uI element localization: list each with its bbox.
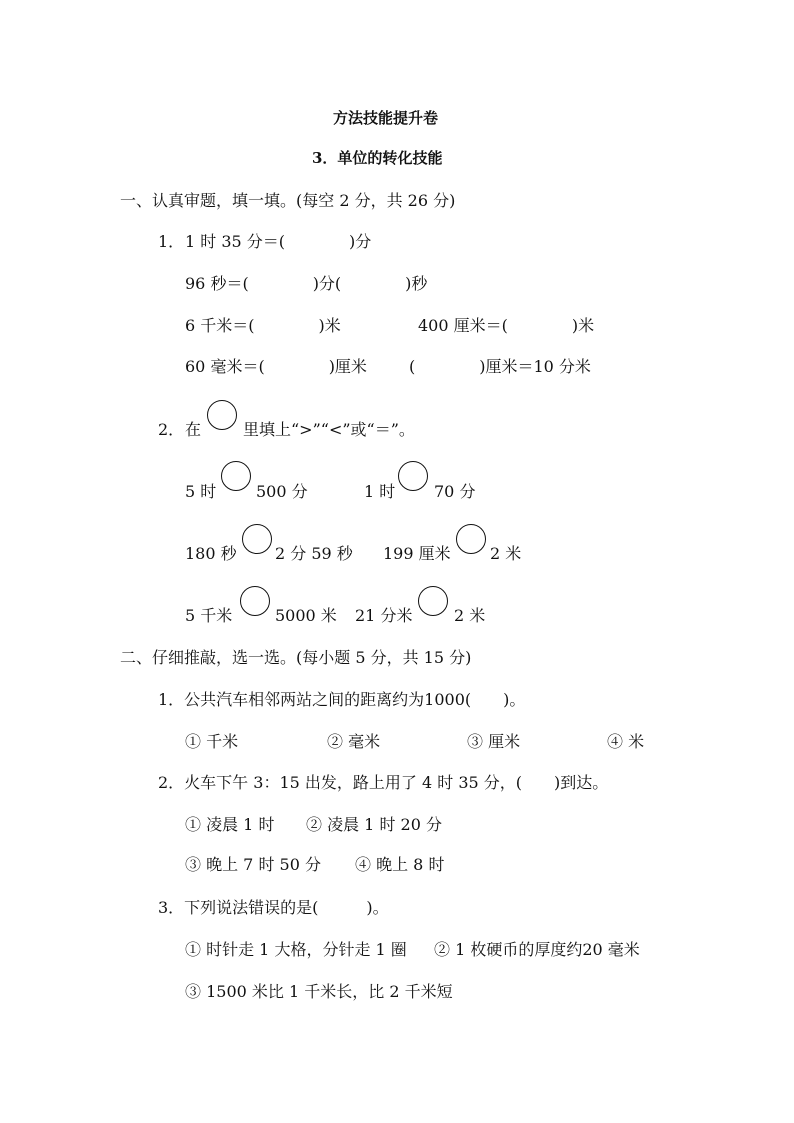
compare-left: 180 秒	[185, 544, 237, 563]
compare-right: 2 米	[490, 544, 522, 563]
option[interactable]: ③ 厘米	[467, 732, 521, 751]
compare-left: 21 分米	[355, 606, 413, 625]
q1-line3b: 400 厘米＝( )米	[418, 316, 595, 335]
option[interactable]: ② 毫米	[327, 732, 381, 751]
s2-q2-stem: 2．火车下午 3：15 出发，路上用了 4 时 35 分，( )到达。	[158, 773, 609, 792]
option[interactable]: ① 时针走 1 大格，分针走 1 圈	[185, 940, 407, 959]
q2-suffix: 里填上“>”“<”或“＝”。	[243, 420, 415, 439]
q1-line4b: ( )厘米＝10 分米	[409, 357, 591, 376]
option[interactable]: ③ 1500 米比 1 千米长，比 2 千米短	[185, 982, 453, 1001]
compare-circle-input[interactable]	[242, 524, 272, 554]
s2-q3-stem: 3．下列说法错误的是( )。	[158, 898, 389, 917]
q1-line3a: 6 千米＝( )米	[185, 316, 341, 335]
compare-circle-input[interactable]	[398, 461, 428, 491]
compare-left: 199 厘米	[383, 544, 451, 563]
compare-circle-input[interactable]	[418, 586, 448, 616]
option[interactable]: ③ 晚上 7 时 50 分	[185, 855, 321, 874]
section-1-heading: 一、认真审题，填一填。(每空 2 分，共 26 分)	[120, 191, 456, 210]
compare-right: 5000 米	[275, 606, 337, 625]
compare-right: 2 米	[454, 606, 486, 625]
q1-line4a: 60 毫米＝( )厘米	[185, 357, 367, 376]
option[interactable]: ④ 米	[607, 732, 645, 751]
option[interactable]: ① 凌晨 1 时	[185, 815, 275, 834]
compare-right: 70 分	[434, 482, 476, 501]
q2-number: 2．	[158, 420, 185, 439]
option[interactable]: ④ 晚上 8 时	[355, 855, 445, 874]
q1-line2: 96 秒＝( )分( )秒	[185, 274, 428, 293]
page-subtitle: 3．单位的转化技能	[312, 149, 443, 167]
q2-prefix: 在	[185, 420, 202, 439]
s2-q1-stem: 1．公共汽车相邻两站之间的距离约为1000( )。	[158, 690, 526, 709]
compare-left: 1 时	[364, 482, 396, 501]
compare-circle-example	[207, 400, 237, 430]
compare-left: 5 千米	[185, 606, 233, 625]
page-title: 方法技能提升卷	[333, 109, 439, 127]
option[interactable]: ① 千米	[185, 732, 239, 751]
compare-circle-input[interactable]	[240, 586, 270, 616]
option[interactable]: ② 1 枚硬币的厚度约20 毫米	[434, 940, 640, 959]
compare-right: 2 分 59 秒	[275, 544, 353, 563]
compare-circle-input[interactable]	[221, 461, 251, 491]
q1-line1: 1 时 35 分＝( )分	[185, 232, 372, 251]
q1-number: 1．	[158, 232, 185, 251]
option[interactable]: ② 凌晨 1 时 20 分	[306, 815, 442, 834]
section-2-heading: 二、仔细推敲，选一选。(每小题 5 分，共 15 分)	[120, 648, 472, 667]
compare-circle-input[interactable]	[456, 524, 486, 554]
compare-left: 5 时	[185, 482, 217, 501]
compare-right: 500 分	[256, 482, 308, 501]
